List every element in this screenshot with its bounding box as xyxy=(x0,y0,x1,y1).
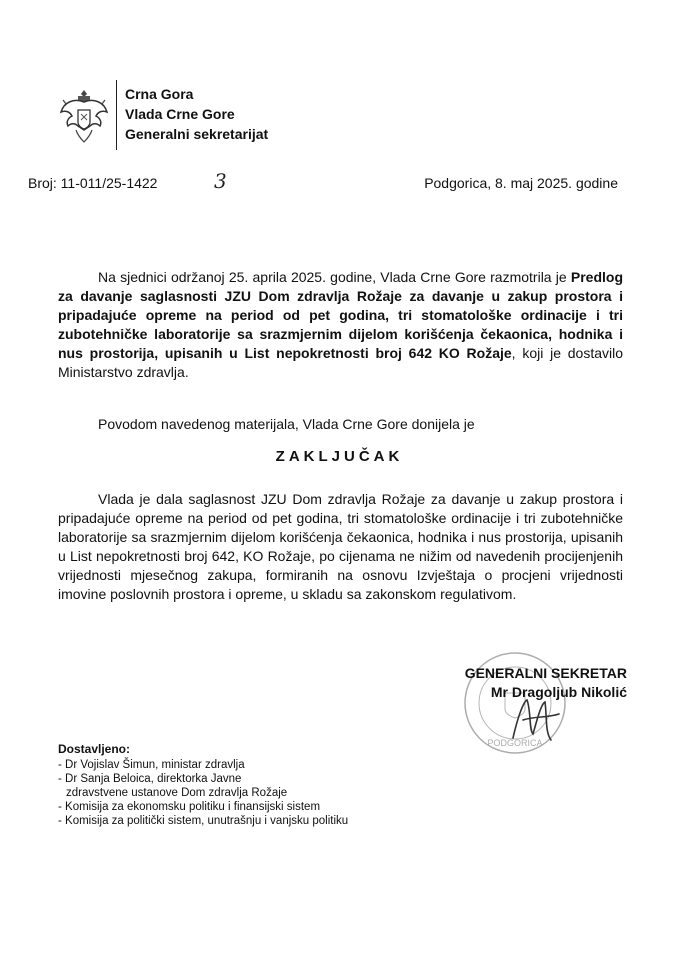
letterhead xyxy=(58,80,318,150)
distribution-item: - Komisija za ekonomsku politiku i finansijski sistem xyxy=(58,801,321,813)
distribution-item xyxy=(58,772,348,800)
distribution-list xyxy=(58,742,348,828)
intro-paragraph xyxy=(58,268,623,382)
signature-block xyxy=(465,664,627,702)
signatory-name: Mr Dragoljub Nikolić xyxy=(490,684,627,700)
reference-number: Broj: 11-011/25-1422 xyxy=(28,175,158,191)
place-date: Podgorica, 8. maj 2025. godine xyxy=(424,175,618,191)
proposal-title: Predlog za davanje saglasnosti JZU Dom zdravlja Rožaje za davanje u zakup prostora i pripadajuće opreme na period od pet godina, tri stomatološke ordinacije i tri zubotehničke laboratorije sa srazmjernim dijelom korišćenja čekaonica, hodnika i nus prostorija, upisanih u List nepokretnosti broj 642 KO Rožaje xyxy=(58,269,623,361)
header-divider xyxy=(116,80,117,150)
conclusion-intro: Povodom navedenog materijala, Vlada Crne Gore donijela je xyxy=(98,416,475,432)
intro-text-start: Na sjednici održanoj 25. aprila 2025. godine, Vlada Crne Gore razmotrila je xyxy=(98,269,571,285)
government-name: Vlada Crne Gore xyxy=(125,106,235,122)
country-name: Crna Gora xyxy=(125,86,194,102)
distribution-title: Dostavljeno: xyxy=(58,742,131,756)
conclusion-text: Vlada je dala saglasnost JZU Dom zdravlja Rožaje za davanje u zakup prostora i pripadajuće opreme na period od pet godina, tri stomatološke ordinacije i tri zubotehničke laboratorije sa srazmjernim dijelom korišćenja čekaonica, hodnika i nus prostorija, upisanih u List nepokretnosti broj 642, KO Rožaje, po cijenama ne nižim od navedenih procijenjenih vrijednosti mjesečnog zakupa, formiranih na osnovu Izvještaja o procjeni vrijednosti imovine poslovnih prostora i opreme, u skladu sa zakonskom regulativom. xyxy=(58,491,623,602)
intro-text-end: , koji je dostavilo Ministarstvo zdravlja. xyxy=(58,345,623,380)
coat-of-arms-icon xyxy=(58,86,110,146)
distribution-item-continuation: zdravstvene ustanove Dom zdravlja Rožaje xyxy=(66,787,288,799)
distribution-item-text: - Dr Sanja Beloica, direktorka Javne xyxy=(58,773,242,785)
handwritten-mark: 3 xyxy=(214,169,227,193)
conclusion-heading: ZAKLJUČAK xyxy=(275,448,404,465)
signatory-title: GENERALNI SEKRETAR xyxy=(464,665,627,681)
distribution-item: - Komisija za politički sistem, unutrašnju i vanjsku politiku xyxy=(58,815,349,827)
stamp-text: PODGORICA xyxy=(487,738,543,748)
secretariat-name: Generalni sekretarijat xyxy=(125,126,269,142)
reference-line xyxy=(28,169,618,199)
conclusion-paragraph xyxy=(58,490,623,604)
distribution-item: - Dr Vojislav Šimun, ministar zdravlja xyxy=(58,759,245,771)
